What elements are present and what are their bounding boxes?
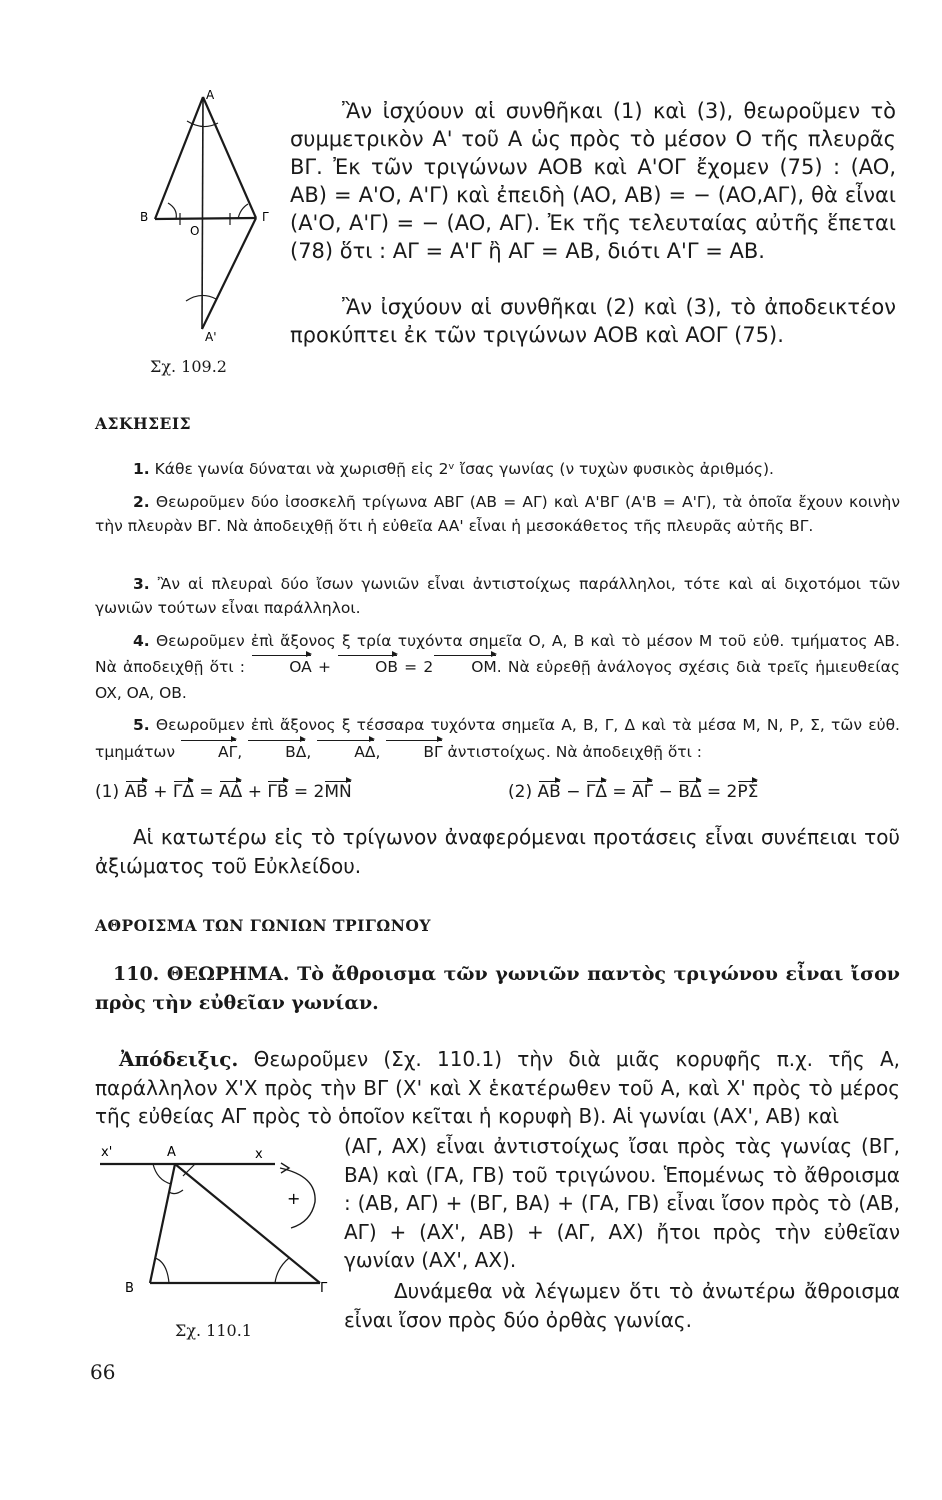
angle-arc-BAG xyxy=(169,1190,183,1194)
vector: AΔ xyxy=(219,782,243,802)
theorem-110 xyxy=(95,960,900,1018)
angle-arc-B xyxy=(155,1258,169,1283)
side-AB xyxy=(155,97,203,219)
exercise-5: 5. Θεωροῦμεν ἐπὶ ἄξονος ξ τέσσαρα τυχόντα σημεῖα A, B, Γ, Δ καὶ τὰ μέσα M, N, P, Σ, τῶν εὐθ. τμημάτων AΓ, BΔ, AΔ, BΓ ἀντιστοίχως. Νὰ ἀποδειχθῇ ὅτι : xyxy=(95,712,900,766)
side-BG xyxy=(155,218,256,219)
plus-sign: + xyxy=(317,658,331,676)
exercise-5-text-end: ἀντιστοίχως. Νὰ ἀποδειχθῇ ὅτι : xyxy=(447,743,703,761)
exercise-5-number: 5. xyxy=(133,716,150,734)
note-paragraph: Αἱ κατωτέρω εἰς τὸ τρίγωνον ἀναφερόμεναι προτάσεις εἶναι συνέπειαι τοῦ ἀξιώματος τοῦ Εὐκλείδου. xyxy=(95,825,900,878)
exercise-1-number: 1. xyxy=(133,460,150,478)
formula-2 xyxy=(508,780,758,804)
angle-arc-xA-AB xyxy=(153,1164,171,1184)
operator: = xyxy=(199,782,214,802)
vector-AG: AΓ xyxy=(180,739,237,766)
label-A: A xyxy=(206,88,215,102)
angle-arc-B xyxy=(168,203,176,219)
vector: PΣ xyxy=(737,782,759,802)
label-x-prime: x' xyxy=(101,1145,113,1160)
formula-1-label: (1) xyxy=(95,782,120,802)
label-B: B xyxy=(125,1281,134,1296)
operator: = 2 xyxy=(706,782,738,802)
operator: − xyxy=(658,782,673,802)
label-O: O xyxy=(190,224,200,238)
theorem-text: Τὸ ἄθροισμα τῶν γωνιῶν παντὸς τριγώνου εἶναι ἴσον πρὸς τὴν εὐθεῖαν γωνίαν. xyxy=(95,963,900,1014)
exercise-5-text: Θεωροῦμεν ἐπὶ ἄξονος ξ τέσσαρα τυχόντα σημεῖα A, B, Γ, Δ καὶ τὰ μέσα M, N, P, Σ, τῶν εὐθ. τμημάτων xyxy=(95,716,900,761)
side-AG xyxy=(203,97,256,218)
label-x: x xyxy=(255,1147,263,1162)
vector: ΓΔ xyxy=(585,782,607,802)
vector-OB: OB xyxy=(337,654,398,680)
vector-OM: OM xyxy=(433,654,497,680)
vector: AB xyxy=(537,782,561,802)
proof-label: Ἀπόδειξις. xyxy=(119,1047,239,1071)
formula-1 xyxy=(95,780,352,804)
proof-intro xyxy=(95,1045,900,1131)
angle-arc-G xyxy=(238,204,248,219)
intro-paragraph-2: Ἂν ἰσχύουν αἱ συνθῆκαι (2) καὶ (3), τὸ ἀποδεικτέον προκύπτει ἐκ τῶν τριγώνων AOB καὶ AOΓ (75). xyxy=(290,295,896,347)
side-AG xyxy=(175,1164,320,1283)
label-A-prime: A' xyxy=(205,330,217,344)
exercise-3 xyxy=(95,572,900,620)
proof-end: Δυνάμεθα νὰ λέγωμεν ὅτι τὸ ἀνωτέρω ἄθροισμα εἶναι ἴσον πρὸς δύο ὀρθὰς γωνίας. xyxy=(344,1279,900,1332)
equals-sign: = 2 xyxy=(404,658,434,676)
exercise-2-text: Θεωροῦμεν δύο ἰσοσκελῆ τρίγωνα ABΓ (AB = AΓ) καὶ A'BΓ (A'B = A'Γ), τὰ ὁποῖα ἔχουν κοινὴν τὴν πλευρὰν BΓ. Νὰ ἀποδειχθῇ ὅτι ἡ εὐθεῖα AA' εἶναι ἡ μεσοκάθετος τῆς πλευρᾶς αὐτῆς BΓ. xyxy=(95,493,900,535)
label-G: Γ xyxy=(262,210,269,224)
formula-2-label: (2) xyxy=(508,782,533,802)
operator: + xyxy=(153,782,168,802)
section-heading: ΑΘΡΟΙΣΜΑ ΤΩΝ ΓΩΝΙΩΝ ΤΡΙΓΩΝΟΥ xyxy=(95,916,431,935)
figure-109-2 xyxy=(120,85,290,355)
exercise-4-text-end: . Νὰ εὑρεθῇ ἀνάλογος σχέσις διὰ τρεῖς ἡμιευθείας OX, OA, OB. xyxy=(95,658,900,702)
label-G: Γ xyxy=(320,1281,328,1296)
exercise-4-text: Θεωροῦμεν ἐπὶ ἄξονος ξ τρία τυχόντα σημεῖα O, A, B καὶ τὸ μέσον M τοῦ εὐθ. τμήματος AB. Νὰ ἀποδειχθῇ ὅτι : xyxy=(95,632,900,676)
exercise-1 xyxy=(95,457,900,481)
vector-BG: BΓ xyxy=(385,739,442,766)
exercises-heading: ΑΣΚΗΣΕΙΣ xyxy=(95,414,192,433)
exercise-4 xyxy=(95,628,900,706)
vector: AΓ xyxy=(632,782,654,802)
label-A: A xyxy=(167,1145,176,1160)
exercise-3-text: Ἂν αἱ πλευραὶ δύο ἴσων γωνιῶν εἶναι ἀντιστοίχως παράλληλοι, τότε καὶ αἱ διχοτόμοι τῶν γωνιῶν τούτων εἶναι παράλληλοι. xyxy=(95,575,900,617)
theorem-number: 110. ΘΕΩΡΗΜΑ. xyxy=(113,963,290,985)
label-plus: + xyxy=(287,1189,301,1208)
figure-110-1-caption: Σχ. 110.1 xyxy=(175,1321,252,1340)
vector-BD: BΔ xyxy=(247,739,306,766)
vector: MN xyxy=(324,782,352,802)
angle-arc-A2 xyxy=(186,295,216,301)
vector: ΓΔ xyxy=(172,782,194,802)
figure-109-2-caption: Σχ. 109.2 xyxy=(150,357,227,376)
exercise-2 xyxy=(95,490,900,538)
side-A2G xyxy=(202,218,256,329)
operator: = xyxy=(612,782,627,802)
operator: − xyxy=(566,782,581,802)
angle-arc-G xyxy=(275,1258,289,1283)
page-number: 66 xyxy=(90,1360,116,1384)
operator: = 2 xyxy=(293,782,325,802)
side-AB xyxy=(150,1164,175,1283)
proof-intro-text: Θεωροῦμεν (Σχ. 110.1) τὴν διὰ μιᾶς κορυφῆς π.χ. τῆς A, παράλληλον X'X πρὸς τὴν BΓ (X' καὶ X ἑκατέρωθεν τοῦ A, καὶ X' πρὸς τὸ μέρος τῆς εὐθείας AΓ πρὸς τὸ ὁποῖον κεῖται ἡ κορυφὴ B). Αἱ γωνίαι (AX', AB) καὶ xyxy=(95,1047,901,1128)
proof-continuation: (AΓ, AX) εἶναι ἀντιστοίχως ἴσαι πρὸς τὰς γωνίας (BΓ, BA) καὶ (ΓA, ΓB) τοῦ τριγώνου. Ἑπομένως τὸ ἄθροισμα : (AB, AΓ) + (BΓ, BA) + (ΓA, ΓB) εἶναι ἴσον πρὸς τὸ (AB, AΓ) + (AX', AB) + (AΓ, AX) ἤτοι πρὸς τὴν εὐθεῖαν γωνίαν (AX', AX). xyxy=(344,1134,900,1272)
exercise-3-number: 3. xyxy=(133,575,150,593)
line-AA2 xyxy=(202,97,203,329)
intro-paragraph-1: Ἂν ἰσχύουν αἱ συνθῆκαι (1) καὶ (3), θεωροῦμεν τὸ συμμετρικὸν A' τοῦ A ὡς πρὸς τὸ μέσον O τῆς πλευρᾶς BΓ. Ἐκ τῶν τριγώνων AOB καὶ A'OΓ ἔχομεν (75) : (AO, AB) = A'O, A'Γ) καὶ ἐπειδὴ (AO, AB) = − (AO,AΓ), θὰ εἶναι (A'O, A'Γ) = − (AO, AΓ). Ἐκ τῆς τελευταίας αὐτῆς ἕπεται (78) ὅτι : AΓ = A'Γ ἢ AΓ = AB, διότι A'Γ = AB. xyxy=(290,99,896,263)
figure-110-1 xyxy=(95,1140,335,1300)
vector: BΔ xyxy=(678,782,702,802)
exercise-2-number: 2. xyxy=(133,493,150,511)
operator: + xyxy=(247,782,262,802)
vector-AD: AΔ xyxy=(316,739,375,766)
exercise-4-number: 4. xyxy=(133,632,150,650)
vector: ΓB xyxy=(267,782,289,802)
label-B: B xyxy=(140,210,149,224)
vector-OA: OA xyxy=(251,654,312,680)
exercise-1-text: Κάθε γωνία δύναται νὰ χωρισθῇ εἰς 2ᵛ ἴσας γωνίας (ν τυχὼν φυσικὸς ἀριθμός). xyxy=(154,460,774,478)
vector: AB xyxy=(124,782,148,802)
